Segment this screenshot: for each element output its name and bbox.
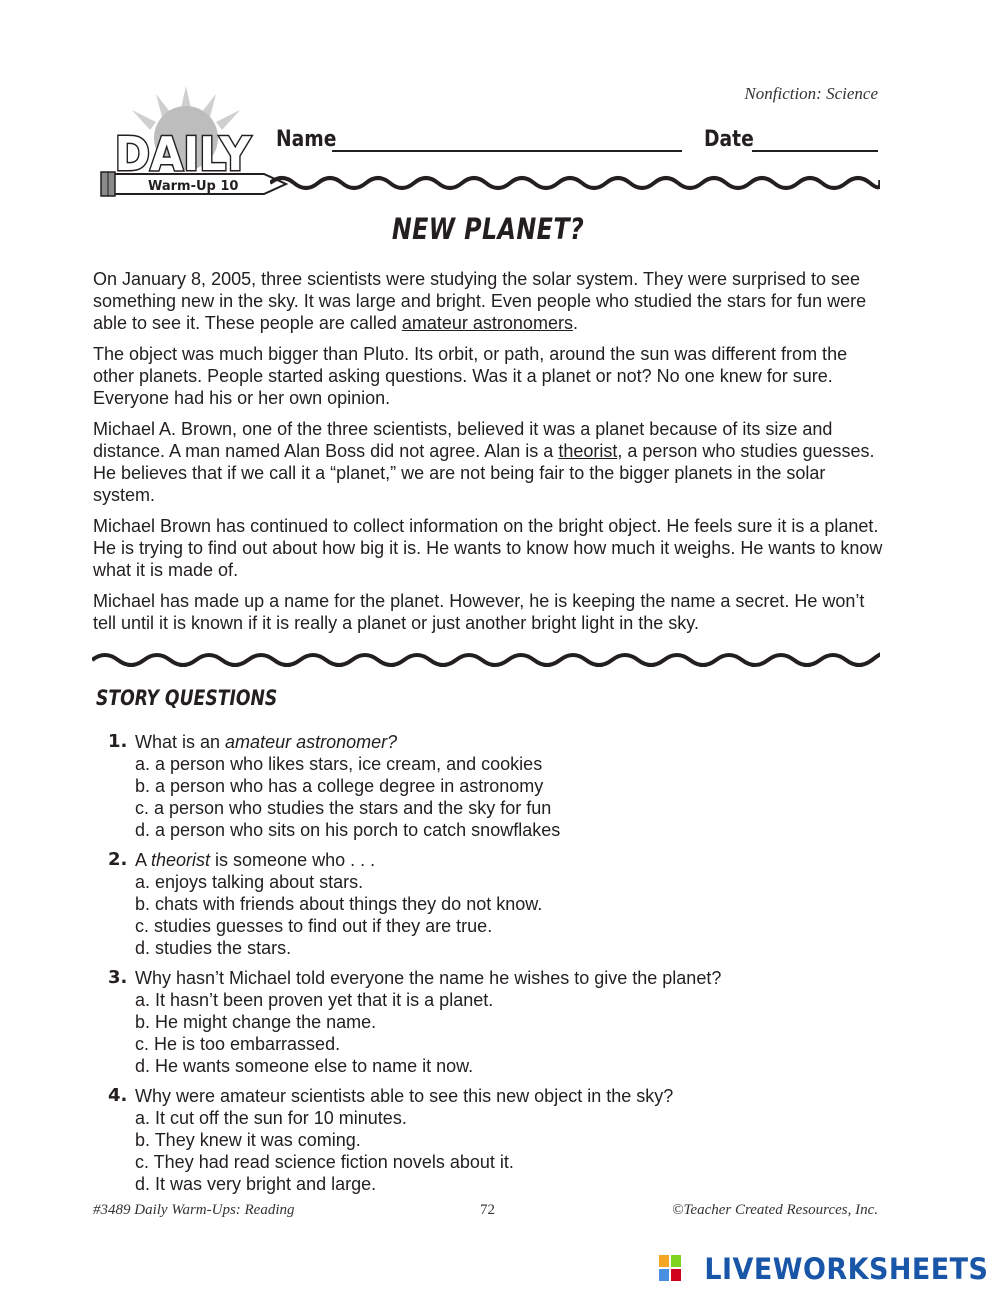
answer-option[interactable]: c. studies guesses to find out if they are true. — [135, 916, 493, 936]
answer-option[interactable]: a. It cut off the sun for 10 minutes. — [135, 1108, 407, 1128]
wavy-divider-middle — [92, 645, 880, 675]
answer-option[interactable]: d. It was very bright and large. — [135, 1174, 377, 1194]
question-number: 1. — [108, 731, 128, 752]
logo-word: DAILY — [114, 128, 251, 182]
liveworksheets-watermark — [659, 1252, 988, 1286]
question-number: 4. — [108, 1085, 128, 1106]
answer-option[interactable]: b. They knew it was coming. — [135, 1130, 361, 1150]
answer-option[interactable]: b. a person who has a college degree in astronomy — [135, 776, 544, 796]
question-stem: Why hasn’t Michael told everyone the name he wishes to give the planet? — [135, 968, 722, 988]
liveworksheets-text: LIVEWORKSHEETS — [703, 1252, 988, 1286]
paragraph-4: Michael Brown has continued to collect information on the bright object. He feels sure it is a planet. He is trying to find out about how big it is. He wants to know how much it weighs. He wants to know what it is made of. — [93, 516, 883, 580]
paragraph-1: On January 8, 2005, three scientists were studying the solar system. They were surprised to see something new in the sky. It was large and bright. Even people who studied the stars for fun were able to see it. These people are called amateur astronomers. — [93, 269, 867, 333]
footer-book-title: #3489 Daily Warm-Ups: Reading — [93, 1202, 295, 1218]
answer-option[interactable]: b. chats with friends about things they do not know. — [135, 894, 543, 914]
paragraph-3: Michael A. Brown, one of the three scientists, believed it was a planet because of its size and distance. A man named Alan Boss did not agree. Alan is a theorist, a person who studies guesses. He believes that if we call it a “planet,” we are not being fair to the bigger planets in the solar system. — [93, 419, 875, 505]
questions-list — [108, 731, 888, 1203]
answer-option[interactable]: d. studies the stars. — [135, 938, 292, 958]
name-field[interactable] — [332, 150, 682, 152]
question-stem: Why were amateur scientists able to see this new object in the sky? — [135, 1086, 674, 1106]
question-3 — [108, 967, 888, 1077]
date-label: Date — [704, 127, 754, 152]
question-2 — [108, 849, 888, 959]
answer-option[interactable]: a. a person who likes stars, ice cream, and cookies — [135, 754, 543, 774]
footer-page-number: 72 — [480, 1202, 495, 1218]
answer-option[interactable]: c. They had read science fiction novels about it. — [135, 1152, 514, 1172]
answer-option[interactable]: a. enjoys talking about stars. — [135, 872, 364, 892]
answer-option[interactable]: a. It hasn’t been proven yet that it is a planet. — [135, 990, 494, 1010]
question-4 — [108, 1085, 888, 1195]
answer-option[interactable]: b. He might change the name. — [135, 1012, 377, 1032]
answer-option[interactable]: c. a person who studies the stars and the sky for fun — [135, 798, 552, 818]
question-1 — [108, 731, 888, 841]
daily-warmup-logo — [96, 86, 296, 204]
term-theorist: theorist — [558, 441, 618, 461]
answer-option[interactable]: c. He is too embarrassed. — [135, 1034, 341, 1054]
wavy-divider-top — [270, 168, 880, 198]
liveworksheets-logo-icon — [659, 1255, 683, 1283]
page-title: NEW PLANET? — [391, 212, 585, 246]
story-questions-heading: STORY QUESTIONS — [96, 686, 278, 710]
logo-subtitle: Warm-Up 10 — [148, 179, 239, 194]
answer-option[interactable]: d. a person who sits on his porch to catch snowflakes — [135, 820, 561, 840]
paragraph-5: Michael has made up a name for the planet. However, he is keeping the name a secret. He won’t tell until it is known if it is really a planet or just another bright light in the sky. — [93, 591, 865, 633]
question-stem: What is an amateur astronomer? — [135, 732, 398, 752]
paragraph-2: The object was much bigger than Pluto. Its orbit, or path, around the sun was different from the other planets. People started asking questions. Was it a planet or not? No one knew for sure. Everyone had his or her own opinion. — [93, 344, 848, 408]
name-label: Name — [276, 127, 337, 152]
reading-passage — [93, 268, 883, 643]
date-field[interactable] — [752, 150, 878, 152]
question-number: 2. — [108, 849, 128, 870]
term-amateur-astronomers: amateur astronomers — [401, 313, 573, 333]
answer-option[interactable]: d. He wants someone else to name it now. — [135, 1056, 474, 1076]
question-stem: A theorist is someone who . . . — [135, 850, 376, 870]
footer-copyright: ©Teacher Created Resources, Inc. — [672, 1202, 878, 1218]
category-label: Nonfiction: Science — [744, 84, 878, 103]
question-number: 3. — [108, 967, 128, 988]
